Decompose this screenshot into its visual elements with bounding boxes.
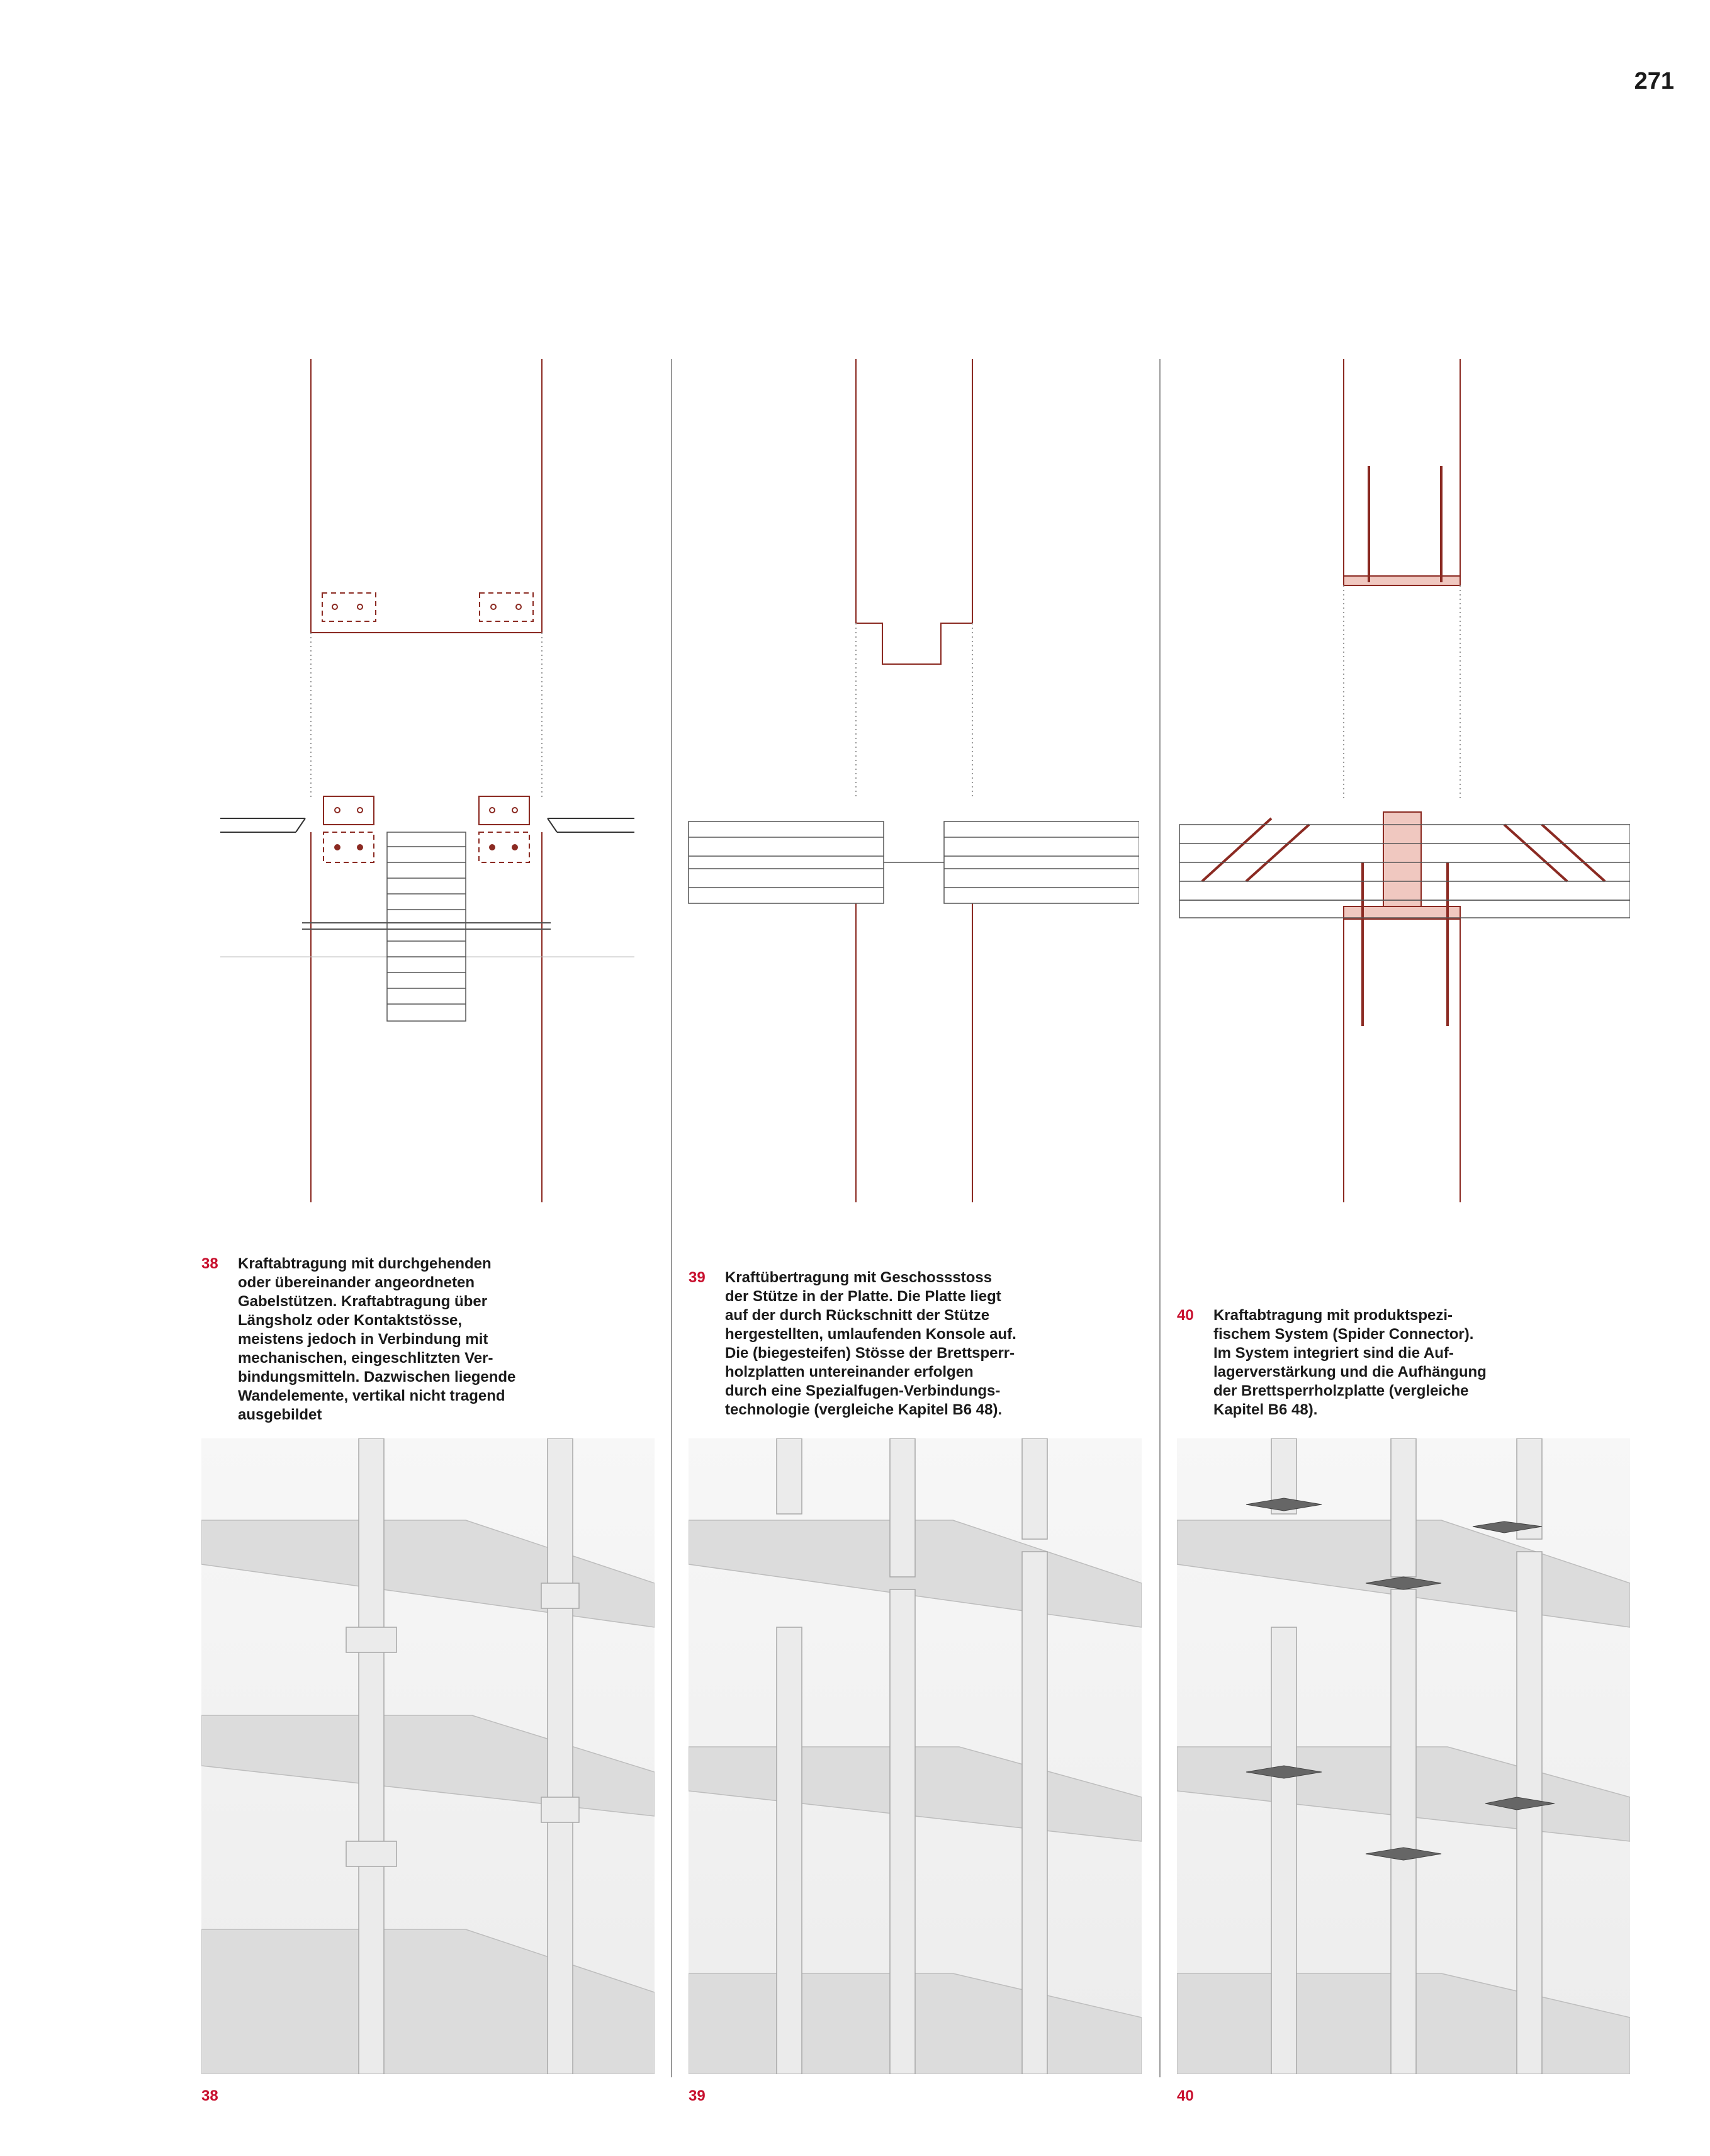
- page-number: 271: [1634, 68, 1674, 94]
- caption-line: Kraftübertragung mit Geschossstoss: [725, 1269, 993, 1286]
- figure-number-40: 40: [1177, 2087, 1194, 2104]
- caption-number: 39: [689, 1269, 706, 1286]
- caption-line: holzplatten untereinander erfolgen: [725, 1363, 974, 1380]
- caption-line: Kapitel B6 48).: [1213, 1401, 1318, 1418]
- figure-number-39: 39: [689, 2087, 706, 2104]
- caption-line: Längsholz oder Kontaktstösse,: [238, 1312, 463, 1329]
- caption-number: 40: [1177, 1307, 1194, 1324]
- caption-line: durch eine Spezialfugen-Verbindungs-: [725, 1382, 1001, 1399]
- caption-line: lagerverstärkung und die Aufhängung: [1213, 1363, 1487, 1380]
- caption-line: fischem System (Spider Connector).: [1213, 1326, 1474, 1343]
- caption-line: oder übereinander angeordneten: [238, 1274, 475, 1291]
- column-divider-2: [1159, 359, 1161, 2077]
- section-drawing-39: [686, 359, 1139, 1205]
- section-drawing-40: [1177, 359, 1630, 1205]
- section-drawing-38: [214, 359, 642, 1205]
- caption-line: Im System integriert sind die Auf-: [1213, 1345, 1454, 1362]
- caption-line: Gabelstützen. Kraftabtragung über: [238, 1293, 488, 1310]
- axonometric-render-39: [689, 1438, 1142, 2074]
- caption-line: Kraftabtragung mit durchgehenden: [238, 1255, 492, 1272]
- axonometric-render-38: [201, 1438, 655, 2074]
- caption-line: ausgebildet: [238, 1406, 322, 1423]
- caption-line: der Stütze in der Platte. Die Platte liegt: [725, 1288, 1001, 1305]
- caption-line: mechanischen, eingeschlitzten Ver-: [238, 1350, 493, 1367]
- caption-line: Wandelemente, vertikal nicht tragend: [238, 1387, 505, 1404]
- caption-line: Kraftabtragung mit produktspezi-: [1213, 1307, 1453, 1324]
- caption-number: 38: [201, 1255, 218, 1272]
- caption-line: Die (biegesteifen) Stösse der Brettsperr-: [725, 1345, 1015, 1362]
- caption-line: technologie (vergleiche Kapitel B6 48).: [725, 1401, 1003, 1418]
- figure-number-38: 38: [201, 2087, 218, 2104]
- caption-line: auf der durch Rückschnitt der Stütze: [725, 1307, 990, 1324]
- axonometric-render-40: [1177, 1438, 1630, 2074]
- column-divider-1: [671, 359, 672, 2077]
- caption-line: der Brettsperrholzplatte (vergleiche: [1213, 1382, 1469, 1399]
- caption-line: hergestellten, umlaufenden Konsole auf.: [725, 1326, 1016, 1343]
- caption-line: meistens jedoch in Verbindung mit: [238, 1331, 488, 1348]
- caption-line: bindungsmitteln. Dazwischen liegende: [238, 1369, 516, 1386]
